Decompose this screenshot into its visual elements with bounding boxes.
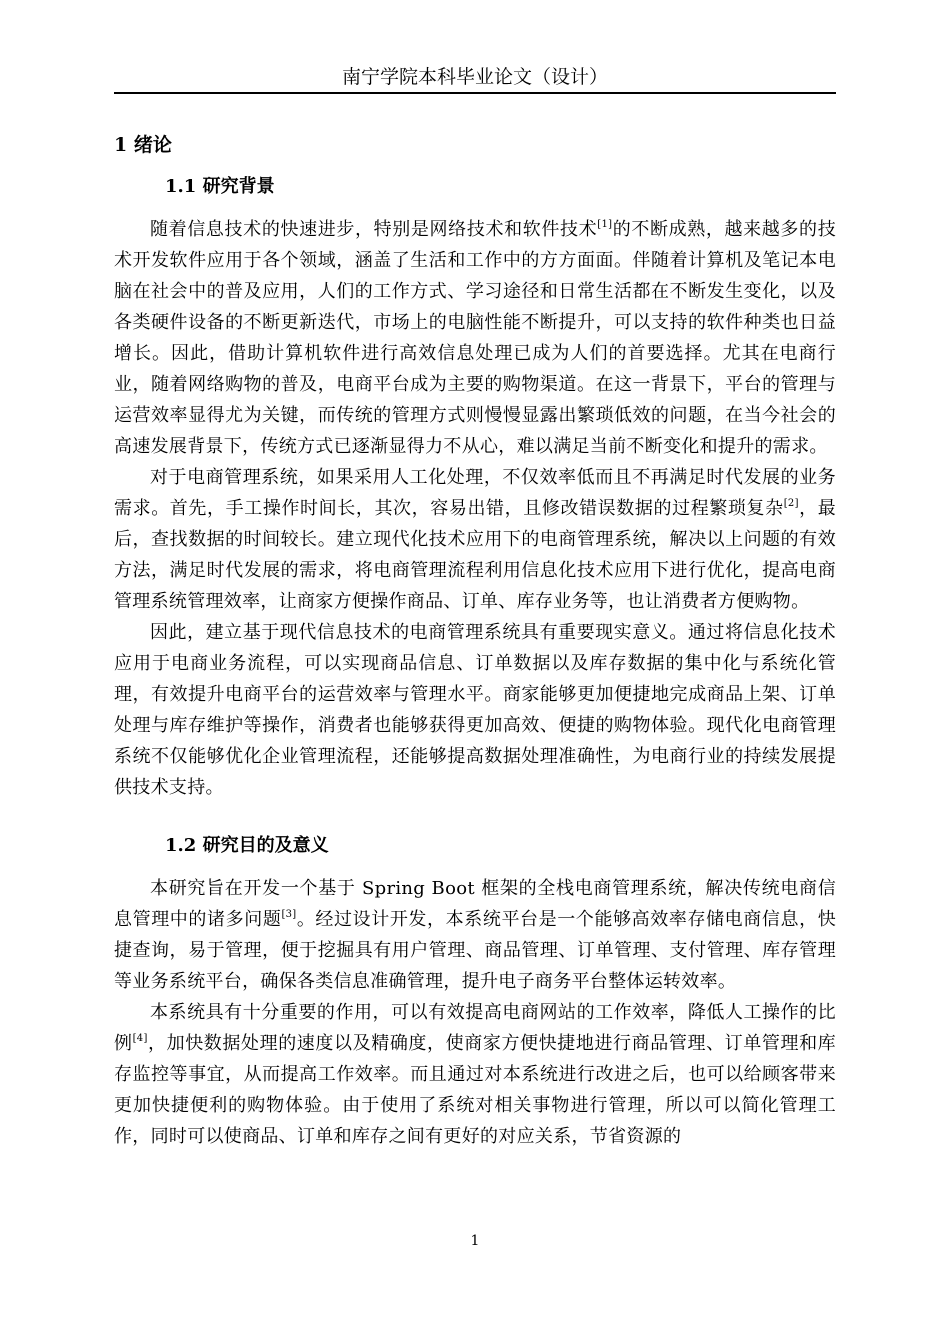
paragraph	[114, 214, 836, 462]
paragraph-text: 。经过设计开发，本系统平台是一个能够高效率存储电商信息，快捷查询，易于管理，便于挖掘具有用户管理、商品管理、订单管理、支付管理、库存管理等业务系统平台，确保各类信息准确管理，提升电子商务平台整体运转效率。	[114, 909, 837, 992]
paragraph	[114, 462, 836, 617]
body-content	[114, 128, 836, 1152]
section-1-1	[114, 170, 836, 803]
paragraph-text: ，加快数据处理的速度以及精确度，使商家方便快捷地进行商品管理、订单管理和库存监控等事宜，从而提高工作效率。而且通过对本系统进行改进之后，也可以给顾客带来更加快捷便利的购物体验。由于使用了系统对相关事物进行管理，所以可以简化管理工作，同时可以使商品、订单和库存之间有更好的对应关系，节省资源的	[114, 1033, 836, 1147]
section-1-2	[114, 829, 836, 1152]
paragraph-text: 的不断成熟，越来越多的技术开发软件应用于各个领域，涵盖了生活和工作中的方方面面。伴随着计算机及笔记本电脑在社会中的普及应用，人们的工作方式、学习途径和日常生活都在不断发生变化，以及各类硬件设备的不断更新迭代，市场上的电脑性能不断提升，可以支持的软件种类也日益增长。因此，借助计算机软件进行高效信息处理已成为人们的首要选择。尤其在电商行业，随着网络购物的普及，电商平台成为主要的购物渠道。在这一背景下，平台的管理与运营效率显得尤为关键，而传统的管理方式则慢慢显露出繁琐低效的问题，在当今社会的高速发展背景下，传统方式已逐渐显得力不从心，难以满足当前不断变化和提升的需求。	[114, 219, 836, 457]
paragraph-text: 本系统具有十分重要的作用，可以有效提高电商网站的工作效率，降低人工操作的比例	[114, 1002, 836, 1054]
citation-ref: [1]	[597, 219, 613, 230]
paragraph-text: 对于电商管理系统，如果采用人工化处理，不仅效率低而且不再满足时代发展的业务需求。首先，手工操作时间长，其次，容易出错，且修改错误数据的过程繁琐复杂	[114, 467, 836, 519]
paragraph-text: ，最后，查找数据的时间较长。建立现代化技术应用下的电商管理系统，解决以上问题的有效方法，满足时代发展的需求，将电商管理流程利用信息化技术应用下进行优化，提高电商管理系统管理效率，让商家方便操作商品、订单、库存业务等，也让消费者方便购物。	[114, 498, 837, 612]
citation-ref: [4]	[132, 1033, 148, 1044]
paragraph-text: 因此，建立基于现代信息技术的电商管理系统具有重要现实意义。通过将信息化技术应用于电商业务流程，可以实现商品信息、订单数据以及库存数据的集中化与系统化管理，有效提升电商平台的运营效率与管理水平。商家能够更加便捷地完成商品上架、订单处理与库存维护等操作，消费者也能够获得更加高效、便捷的购物体验。现代化电商管理系统不仅能够优化企业管理流程，还能够提高数据处理准确性，为电商行业的持续发展提供技术支持。	[114, 622, 836, 798]
page-header: 南宁学院本科毕业论文（设计）	[341, 66, 608, 88]
paragraph	[114, 617, 836, 803]
paragraph	[114, 873, 836, 997]
chapter-heading: 1 绪论	[114, 134, 172, 156]
header-rule	[114, 92, 836, 94]
citation-ref: [3]	[281, 909, 297, 920]
paragraph-text: 本研究旨在开发一个基于 Spring Boot 框架的全栈电商管理系统，解决传统电商信息管理中的诸多问题	[114, 878, 836, 930]
section-heading: 1.1 研究背景	[165, 176, 275, 197]
citation-ref: [2]	[783, 498, 799, 509]
paragraph	[114, 997, 836, 1152]
paragraph-text: 随着信息技术的快速进步，特别是网络技术和软件技术	[150, 219, 598, 240]
section-heading: 1.2 研究目的及意义	[165, 835, 329, 856]
page-number: 1	[470, 1233, 480, 1249]
